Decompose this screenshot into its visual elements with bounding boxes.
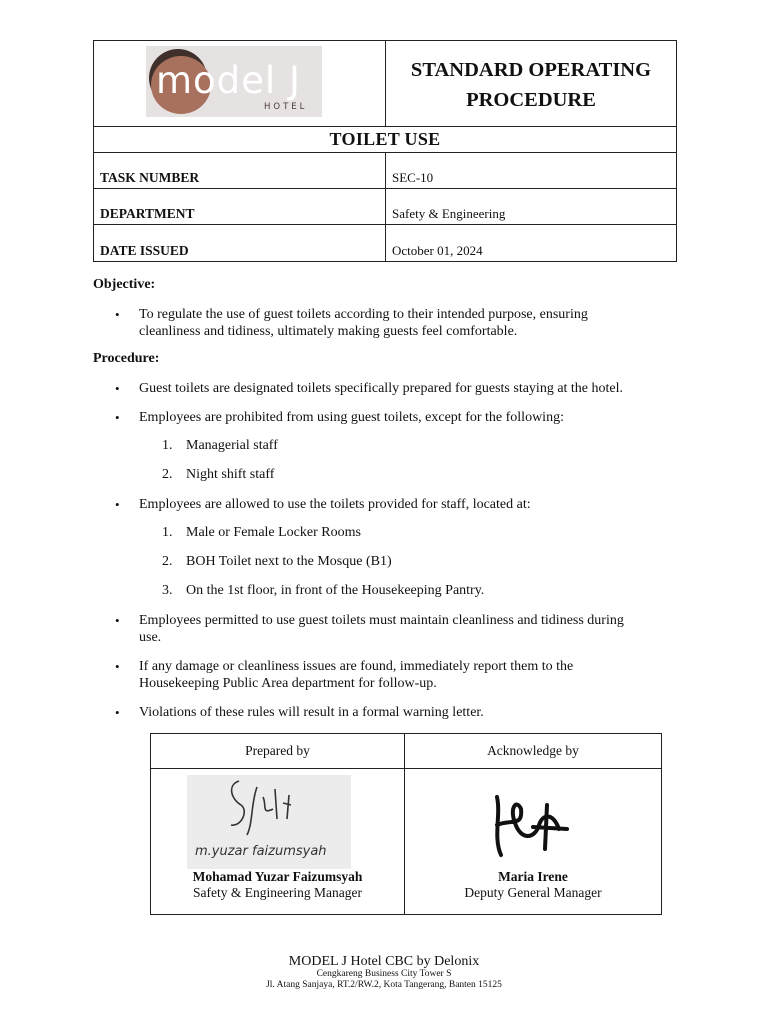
procedure-item: • Employees are prohibited from using guest toilets, except for the following: [139,409,689,426]
location-item: 1. Male or Female Locker Rooms [162,525,361,540]
signature-table [150,733,662,915]
svg-text:m.yuzar faizumsyah: m.yuzar faizumsyah [195,844,327,859]
row-label: DEPARTMENT [94,189,386,224]
logo-text: model J [156,59,301,102]
acknowledge-signature-cell [405,769,661,915]
prepared-name: Mohamad Yuzar Faizumsyah [192,869,363,884]
objective-heading: Objective: [93,277,156,292]
row-value: October 01, 2024 [392,243,483,258]
prepared-signature-cell [151,769,405,915]
row-value: Safety & Engineering [392,206,506,221]
date-issued-row [94,225,676,261]
document-title: TOILET USE [94,127,676,153]
logo-cell [94,41,386,126]
signature-image [187,775,351,869]
procedure-item: • If any damage or cleanliness issues are found, immediately report them to the Housekeeping Public Area department for follow-up. [139,658,649,692]
department-row [94,189,676,225]
sop-title-cell [386,41,676,126]
sop-title: STANDARD OPERATING PROCEDURE [410,59,652,111]
hotel-logo [146,46,322,117]
procedure-heading: Procedure: [93,351,160,366]
exception-item: 2. Night shift staff [162,467,275,482]
footer-address-line2: Jl. Atang Sanjaya, RT.2/RW.2, Kota Tangerang, Banten 15125 [266,980,502,990]
row-label: TASK NUMBER [94,153,386,188]
acknowledge-by-label: Acknowledge by [487,743,579,758]
footer-hotel-name: MODEL J Hotel CBC by Delonix [288,954,480,969]
header-table [93,40,677,262]
task-number-row [94,153,676,189]
procedure-item: • Employees permitted to use guest toilets must maintain cleanliness and tidiness during use. [139,612,649,646]
signature-image [487,785,577,865]
objective-item: • To regulate the use of guest toilets according to their intended purpose, ensuring cleanliness and tidiness, ultimately making guests feel comfortable. [139,306,649,340]
location-item: 2. BOH Toilet next to the Mosque (B1) [162,554,392,569]
prepared-by-label: Prepared by [151,734,405,768]
prepared-role: Safety & Engineering Manager [192,885,363,900]
procedure-item: • Guest toilets are designated toilets specifically prepared for guests staying at the hotel. [139,380,689,397]
location-item: 3. On the 1st floor, in front of the Housekeeping Pantry. [162,583,485,598]
footer-address-line1: Cengkareng Business City Tower S [316,969,452,979]
row-label: DATE ISSUED [94,225,386,261]
acknowledge-role: Deputy General Manager [464,885,602,900]
exception-item: 1. Managerial staff [162,438,278,453]
row-value: SEC-10 [392,170,434,185]
acknowledge-name: Maria Irene [498,869,568,884]
procedure-item: • Violations of these rules will result in a formal warning letter. [139,704,689,721]
logo-subtext: HOTEL [264,102,308,112]
procedure-item: • Employees are allowed to use the toilets provided for staff, located at: [139,496,689,513]
